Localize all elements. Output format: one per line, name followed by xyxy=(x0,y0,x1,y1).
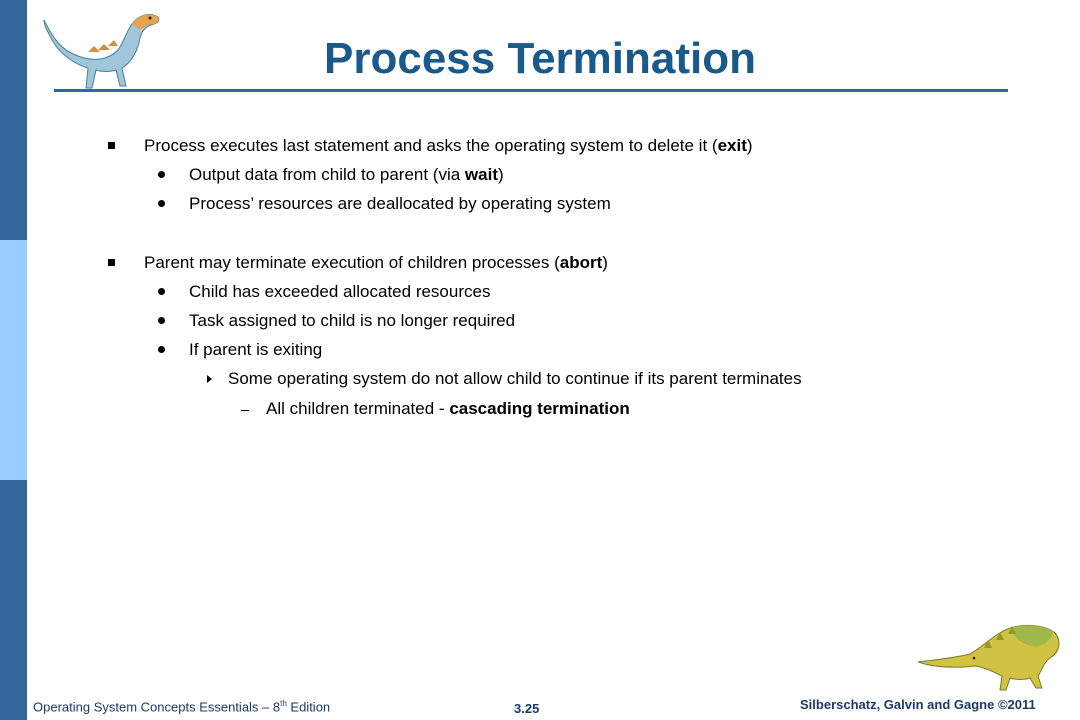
bullet-1-sub-2: Process’ resources are deallocated by operating system xyxy=(189,194,611,213)
square-bullet-icon xyxy=(108,142,115,149)
bullet-2-subsubsub-pre: All children terminated - xyxy=(266,399,450,418)
round-bullet-icon xyxy=(158,317,165,324)
dinosaur-bottom-image xyxy=(914,618,1064,694)
round-bullet-icon xyxy=(158,288,165,295)
bullet-2-sub-1: Child has exceeded allocated resources xyxy=(189,282,491,301)
footer-book-title-sup: th xyxy=(280,699,287,708)
round-bullet-icon xyxy=(158,200,165,207)
bullet-1-keyword-exit: exit xyxy=(717,136,747,155)
cascading-termination-keyword: cascading termination xyxy=(449,399,630,418)
footer-book-title xyxy=(33,699,330,714)
bullet-2-keyword-abort: abort xyxy=(559,253,603,272)
left-bar-bottom-segment xyxy=(0,480,27,720)
bullet-2-sub-3: If parent is exiting xyxy=(189,340,323,359)
bullet-2-text-pre: Parent may terminate execution of children processes ( xyxy=(144,253,560,272)
bullet-2-sub-2: Task assigned to child is no longer required xyxy=(189,311,516,330)
bullet-2-text xyxy=(144,253,608,273)
dash-bullet-icon xyxy=(241,410,249,411)
bullet-1-sub-1-keyword-wait: wait xyxy=(464,165,498,184)
left-color-bar xyxy=(0,0,27,720)
title-underline xyxy=(54,89,1008,92)
footer-book-title-pre: Operating System Concepts Essentials – 8 xyxy=(33,699,281,715)
bullet-2-subsubsub-1 xyxy=(266,399,630,419)
square-bullet-icon xyxy=(108,259,115,266)
slide-title: Process Termination xyxy=(324,34,756,83)
page-number: 3.25 xyxy=(514,701,540,716)
bullet-1-text xyxy=(144,136,753,156)
bullet-1-text-post: ) xyxy=(746,136,753,155)
bullet-1-sub-1-post: ) xyxy=(497,165,504,184)
round-bullet-icon xyxy=(158,171,165,178)
bullet-1-sub-1 xyxy=(189,165,504,185)
footer-authors: Silberschatz, Galvin and Gagne ©2011 xyxy=(800,697,1036,712)
left-bar-middle-segment xyxy=(0,240,27,480)
bullet-2-text-post: ) xyxy=(602,253,608,272)
bullet-2-subsub-1: Some operating system do not allow child to continue if its parent terminates xyxy=(228,369,802,388)
footer-book-title-post: Edition xyxy=(286,699,331,715)
bullet-1-sub-1-pre: Output data from child to parent (via xyxy=(189,165,465,184)
triangle-bullet-icon xyxy=(207,375,212,383)
round-bullet-icon xyxy=(158,346,165,353)
bullet-1-text-pre: Process executes last statement and asks the operating system to delete it ( xyxy=(144,136,718,155)
